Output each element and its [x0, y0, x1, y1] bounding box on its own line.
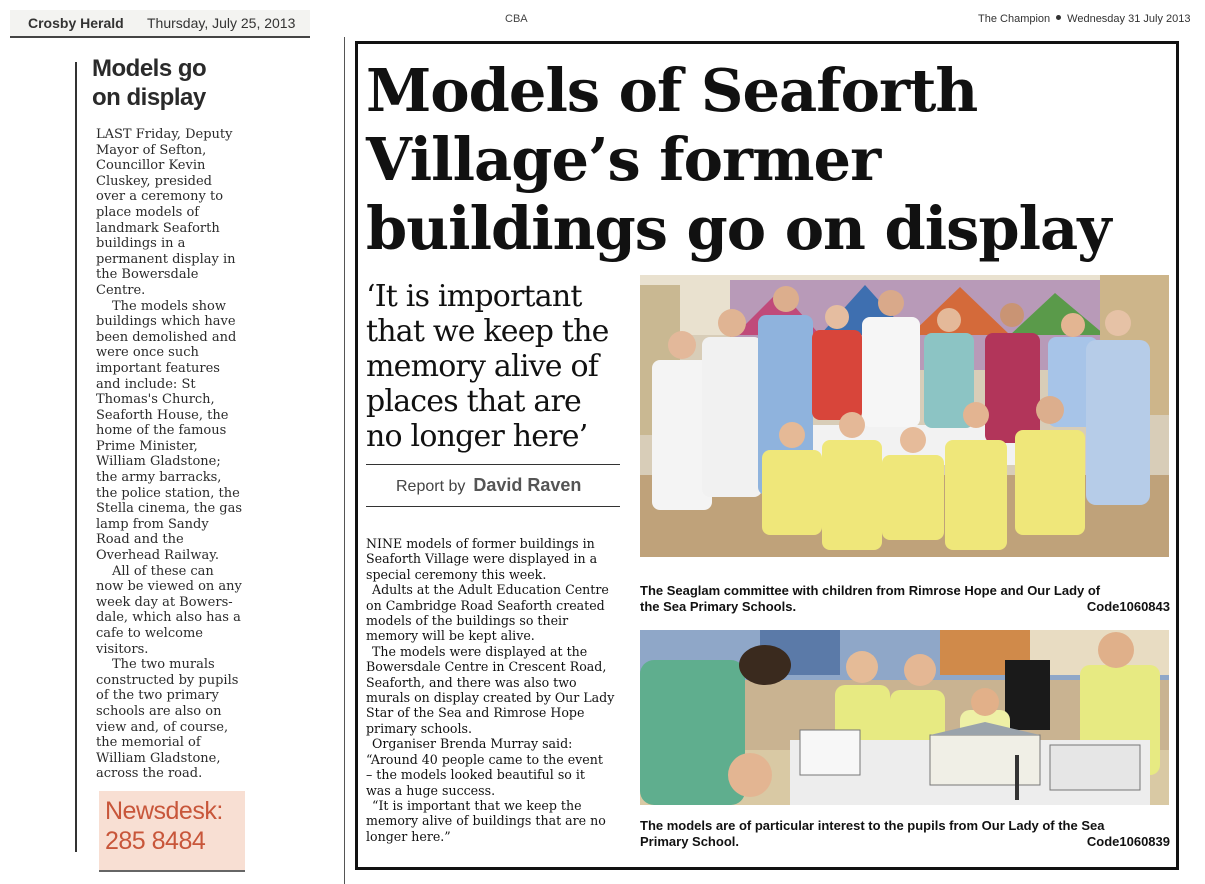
story-body — [366, 536, 618, 844]
story-line: special ceremony this week. — [366, 566, 547, 582]
left-body-line: All of these can — [112, 563, 214, 579]
left-body-line: the memorial of — [96, 735, 201, 751]
right-masthead — [978, 13, 1190, 25]
left-body-line: The models show — [112, 298, 226, 314]
left-body-line: constructed by pupils — [96, 672, 239, 688]
left-masthead-date: Thursday, July 25, 2013 — [147, 15, 296, 31]
group-photo — [640, 275, 1169, 557]
left-body-line: dale, which also has a — [96, 610, 241, 626]
story-line: murals on display created by Our Lady — [366, 690, 615, 706]
left-body-line: across the road. — [96, 766, 203, 782]
pull-quote-line: memory alive of — [366, 349, 599, 384]
left-body-line: Seaforth House, the — [96, 407, 229, 423]
left-headline — [92, 54, 206, 112]
left-headline-line: on display — [92, 84, 206, 111]
byline — [396, 475, 581, 496]
pull-quote-line: that we keep the — [366, 314, 609, 349]
newsdesk-box — [99, 791, 245, 872]
left-column-rule — [75, 62, 77, 852]
left-body-line: The two murals — [112, 657, 215, 673]
left-body-line: now be viewed on any — [96, 579, 242, 595]
photo1-caption — [640, 583, 1170, 615]
left-body-line: William Gladstone; — [96, 454, 221, 470]
story-line: NINE models of former buildings in — [366, 536, 595, 551]
story-line: – the models looked beautiful so it — [366, 767, 585, 783]
bullet-icon — [1056, 15, 1061, 20]
left-body-line: schools are also on — [96, 703, 222, 719]
left-body-line: cafe to welcome — [96, 626, 203, 641]
story-line: Adults at the Adult Education Centre — [372, 582, 609, 598]
left-body-line: Centre. — [96, 282, 146, 298]
caption-line: The models are of particular interest to the pupils from Our Lady of the Sea — [640, 818, 1105, 833]
byline-rule-bottom — [366, 506, 620, 507]
story-line: Seaforth, and there was also two — [366, 674, 577, 690]
models-photo — [640, 630, 1169, 805]
left-body-line: the Bowersdale — [96, 267, 199, 283]
caption-line-2 — [640, 599, 1170, 615]
left-body-line: Overhead Railway. — [96, 548, 219, 564]
pull-quote — [366, 279, 626, 454]
pull-quote-line: ‘It is important — [366, 279, 582, 314]
story-line: The models were displayed at the — [372, 643, 588, 659]
main-headline — [366, 56, 1166, 263]
pull-quote-line: no longer here’ — [366, 419, 588, 454]
story-line: Organiser Brenda Murray said: — [372, 736, 573, 752]
left-body-line: home of the famous — [96, 423, 227, 439]
newsdesk-phone: 285 8484 — [105, 827, 206, 855]
story-line: primary schools. — [366, 720, 472, 736]
story-line: longer here.” — [366, 828, 451, 844]
left-body-line: lamp from Sandy — [96, 516, 209, 532]
newsdesk-label: Newsdesk: — [105, 797, 223, 825]
story-line: Seaforth Village were displayed in a — [366, 551, 598, 567]
left-body-line: and include: St — [96, 376, 196, 392]
photo-code: Code1060843 — [1086, 599, 1170, 614]
headline-line: Village’s former — [366, 125, 881, 194]
caption-line: The Seaglam committee with children from Rimrose Hope and Our Lady of — [640, 583, 1101, 598]
story-line: Star of the Sea and Rimrose Hope — [366, 705, 585, 721]
pull-quote-line: places that are — [366, 384, 582, 419]
left-headline-line: Models go — [92, 55, 207, 82]
byline-rule-top — [366, 464, 620, 465]
story-line: was a huge success. — [366, 782, 496, 798]
left-body-line: permanent display in — [96, 251, 236, 267]
left-paper-name: Crosby Herald — [28, 15, 124, 31]
headline-line: Models of Seaforth — [366, 56, 978, 125]
left-body-line: Cluskey, presided — [96, 173, 212, 189]
left-body-line: landmark Seaforth — [96, 220, 220, 236]
left-body-line: of the two primary — [96, 688, 219, 704]
left-body-line: over a ceremony to — [96, 189, 224, 205]
caption-line-2 — [640, 834, 1170, 850]
cba-label: CBA — [505, 13, 528, 25]
right-paper-name: The Champion — [978, 13, 1051, 25]
caption-text: Primary School. — [640, 834, 739, 849]
right-masthead-date: Wednesday 31 July 2013 — [1067, 13, 1191, 25]
story-line: memory will be kept alive. — [366, 628, 535, 644]
left-body-line: been demolished and — [96, 329, 237, 345]
story-line: Bowersdale Centre in Crescent Road, — [366, 659, 607, 675]
byline-author: David Raven — [473, 475, 582, 495]
headline-line: buildings go on display — [366, 194, 1111, 263]
story-line: “It is important that we keep the — [372, 797, 582, 813]
left-body-line: buildings in a — [96, 236, 186, 252]
left-body-line: place models of — [96, 204, 200, 220]
left-body-line: LAST Friday, Deputy — [96, 127, 233, 142]
byline-prefix: Report by — [396, 478, 466, 495]
left-body-line: Thomas's Church, — [96, 392, 215, 408]
clipping-divider — [344, 37, 345, 884]
left-body-line: important features — [96, 360, 220, 376]
left-body-line: Councillor Kevin — [96, 158, 206, 174]
left-body-line: William Gladstone, — [96, 750, 221, 766]
photo-code: Code1060839 — [1086, 834, 1170, 849]
left-masthead — [10, 10, 310, 38]
left-body-line: Road and the — [96, 532, 184, 548]
story-line: on Cambridge Road Seaforth created — [366, 597, 605, 613]
left-body-line: were once such — [96, 345, 199, 361]
story-line: models of the buildings so their — [366, 613, 569, 629]
left-body-line: Mayor of Sefton, — [96, 142, 207, 158]
left-body-line: Stella cinema, the gas — [96, 501, 243, 517]
left-body-line: the army barracks, — [96, 470, 222, 486]
left-body-line: week day at Bowers- — [96, 594, 233, 610]
photo2-caption — [640, 818, 1170, 850]
caption-text: the Sea Primary Schools. — [640, 599, 797, 614]
left-body-line: visitors. — [96, 641, 149, 657]
story-line: “Around 40 people came to the event — [366, 751, 603, 767]
left-body-line: view and, of course, — [96, 719, 229, 735]
story-line: memory alive of buildings that are no — [366, 813, 606, 829]
left-body-line: buildings which have — [96, 314, 236, 330]
left-body-line: Prime Minister, — [96, 438, 198, 454]
left-body-line: the police station, the — [96, 485, 240, 501]
left-article-body — [96, 127, 246, 782]
